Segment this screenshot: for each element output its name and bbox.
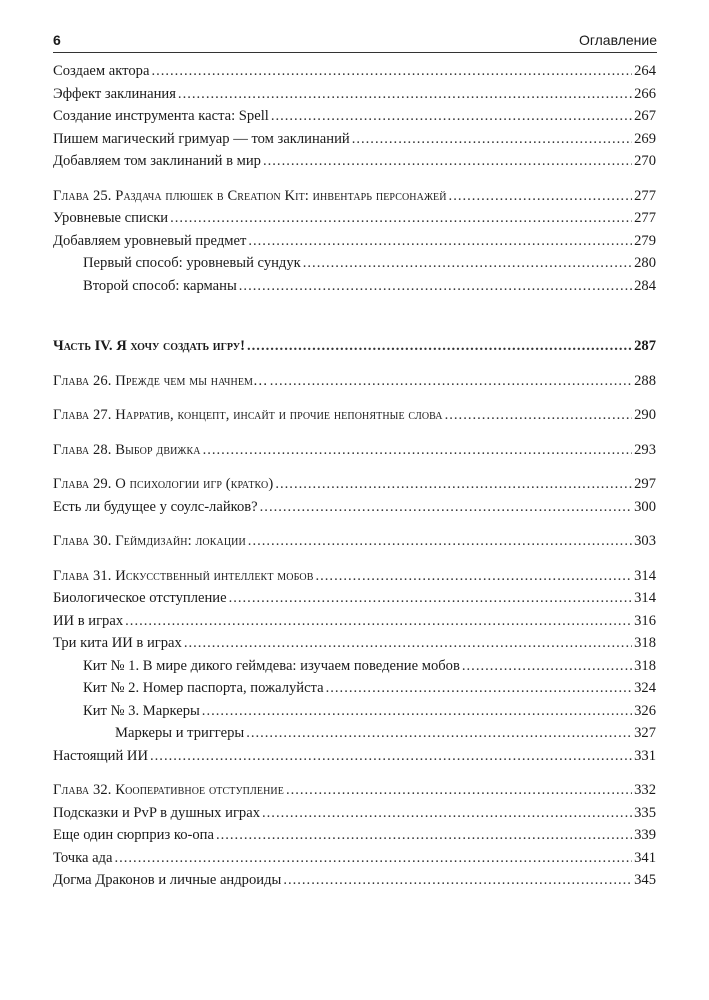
dot-leader bbox=[247, 338, 632, 355]
toc-entry-page: 288 bbox=[634, 372, 656, 389]
toc-entry-section bbox=[53, 499, 656, 522]
dot-leader bbox=[229, 590, 633, 607]
toc-entry-chapter bbox=[53, 533, 656, 556]
toc-entry-title: Кит № 1. В мире дикого геймдева: изучаем поведение мобов bbox=[83, 657, 460, 674]
toc-entry-section bbox=[53, 63, 656, 86]
toc-entry-title: Маркеры и триггеры bbox=[115, 725, 245, 741]
toc-entry-title: Эффект заклинания bbox=[53, 85, 176, 102]
toc-entry-section bbox=[53, 153, 656, 176]
table-of-contents bbox=[53, 63, 656, 895]
dot-leader bbox=[326, 680, 633, 697]
dot-leader bbox=[263, 153, 632, 170]
dot-leader bbox=[114, 850, 632, 867]
toc-entry-section bbox=[53, 131, 656, 154]
toc-entry-page: 314 bbox=[634, 567, 656, 584]
toc-entry-page: 318 bbox=[634, 657, 656, 674]
toc-entry-page: 314 bbox=[634, 590, 656, 606]
toc-entry-title: Добавляем уровневый предмет bbox=[53, 232, 247, 249]
toc-entry-chapter bbox=[53, 373, 656, 396]
toc-entry-section bbox=[53, 635, 656, 658]
page-number: 6 bbox=[53, 32, 61, 48]
toc-entry-page: 303 bbox=[634, 533, 656, 549]
toc-entry-section bbox=[53, 613, 656, 636]
toc-entry-title: Пишем магический гримуар — том заклинаний bbox=[53, 130, 350, 147]
toc-entry-section bbox=[53, 278, 656, 301]
toc-entry-title: Глава 25. Раздача плюшек в Creation Kit: инвентарь персонажей bbox=[53, 187, 447, 204]
dot-leader bbox=[352, 131, 632, 148]
toc-entry-section bbox=[53, 210, 656, 233]
dot-leader bbox=[286, 782, 632, 799]
dot-leader bbox=[303, 255, 632, 272]
toc-entry-title: Биологическое отступление bbox=[53, 590, 227, 606]
toc-entry-chapter bbox=[53, 407, 656, 430]
toc-entry-page: 297 bbox=[634, 476, 656, 492]
toc-entry-section bbox=[53, 805, 656, 828]
toc-entry-section bbox=[53, 827, 656, 850]
toc-entry-title: Глава 30. Геймдизайн: локации bbox=[53, 533, 246, 549]
toc-entry-title: Добавляем том заклинаний в мир bbox=[53, 153, 261, 169]
toc-entry-title: Глава 29. О психологии игр (кратко) bbox=[53, 476, 274, 492]
toc-entry-section bbox=[53, 108, 656, 131]
toc-entry-page: 270 bbox=[634, 153, 656, 169]
toc-entry-title: Точка ада bbox=[53, 849, 113, 866]
toc-entry-title: Глава 32. Кооперативное отступление bbox=[53, 782, 284, 798]
dot-leader bbox=[248, 533, 632, 550]
toc-entry-page: 277 bbox=[634, 210, 656, 226]
dot-leader bbox=[275, 476, 632, 493]
toc-entry-title: Часть IV. Я хочу создать игру! bbox=[53, 338, 245, 354]
entry-spacer bbox=[53, 430, 656, 442]
toc-entry-title: Догма Драконов и личные андроиды bbox=[53, 872, 282, 888]
dot-leader bbox=[260, 499, 632, 516]
toc-entry-title: Глава 27. Нарратив, концепт, инсайт и прочие непонятные слова bbox=[53, 407, 443, 423]
dot-leader bbox=[125, 613, 632, 630]
toc-entry-page: 324 bbox=[634, 680, 656, 696]
toc-entry-page: 264 bbox=[634, 63, 656, 79]
toc-entry-title: Первый способ: уровневый сундук bbox=[83, 255, 301, 271]
dot-leader bbox=[216, 827, 632, 844]
dot-leader bbox=[449, 188, 633, 205]
dot-leader bbox=[170, 210, 632, 227]
toc-entry-title: ИИ в играх bbox=[53, 612, 124, 629]
toc-entry-page: 267 bbox=[634, 108, 656, 124]
toc-entry-section bbox=[53, 86, 656, 109]
toc-entry-page: 284 bbox=[634, 277, 656, 294]
toc-entry-chapter bbox=[53, 476, 656, 499]
dot-leader bbox=[248, 233, 632, 250]
dot-leader bbox=[262, 805, 632, 822]
toc-entry-title: Еще один сюрприз ко-опа bbox=[53, 827, 214, 843]
toc-entry-page: 280 bbox=[634, 255, 656, 271]
toc-entry-chapter bbox=[53, 188, 656, 211]
toc-entry-section bbox=[53, 255, 656, 278]
toc-entry-chapter bbox=[53, 568, 656, 591]
toc-entry-title: Создание инструмента каста: Spell bbox=[53, 108, 269, 124]
dot-leader bbox=[246, 725, 632, 742]
toc-entry-title: Кит № 2. Номер паспорта, пожалуйста bbox=[83, 680, 324, 696]
toc-entry-section bbox=[53, 725, 656, 748]
entry-spacer bbox=[53, 176, 656, 188]
entry-spacer bbox=[53, 556, 656, 568]
toc-entry-page: 345 bbox=[634, 872, 656, 888]
toc-entry-title: Создаем актора bbox=[53, 63, 150, 79]
toc-entry-title: Есть ли будущее у соулс-лайков? bbox=[53, 498, 258, 515]
toc-entry-page: 316 bbox=[634, 612, 656, 629]
toc-entry-page: 293 bbox=[634, 441, 656, 458]
toc-entry-section bbox=[53, 233, 656, 256]
entry-spacer bbox=[53, 361, 656, 373]
toc-entry-section bbox=[53, 590, 656, 613]
toc-entry-page: 331 bbox=[634, 747, 656, 764]
toc-entry-page: 327 bbox=[634, 725, 656, 741]
entry-spacer bbox=[53, 300, 656, 338]
dot-leader bbox=[178, 86, 632, 103]
toc-entry-page: 339 bbox=[634, 827, 656, 843]
toc-entry-title: Кит № 3. Маркеры bbox=[83, 702, 200, 719]
dot-leader bbox=[202, 703, 632, 720]
toc-entry-title: Настоящий ИИ bbox=[53, 747, 148, 764]
toc-entry-page: 290 bbox=[634, 407, 656, 423]
toc-entry-chapter bbox=[53, 442, 656, 465]
toc-entry-page: 287 bbox=[634, 338, 656, 354]
toc-entry-section bbox=[53, 703, 656, 726]
dot-leader bbox=[270, 373, 632, 390]
dot-leader bbox=[315, 568, 632, 585]
toc-entry-title: Глава 31. Искусственный интеллект мобов bbox=[53, 567, 314, 584]
toc-entry-section bbox=[53, 872, 656, 895]
dot-leader bbox=[271, 108, 632, 125]
toc-entry-section bbox=[53, 850, 656, 873]
toc-entry-title: Три кита ИИ в играх bbox=[53, 635, 182, 651]
entry-spacer bbox=[53, 770, 656, 782]
page-header bbox=[53, 32, 657, 53]
toc-entry-page: 269 bbox=[634, 130, 656, 147]
toc-entry-page: 341 bbox=[634, 849, 656, 866]
toc-entry-page: 318 bbox=[634, 635, 656, 651]
entry-spacer bbox=[53, 464, 656, 476]
dot-leader bbox=[151, 63, 632, 80]
toc-entry-title: Глава 28. Выбор движка bbox=[53, 441, 201, 458]
dot-leader bbox=[184, 635, 632, 652]
toc-entry-title: Второй способ: карманы bbox=[83, 277, 237, 294]
running-header-title: Оглавление bbox=[578, 32, 657, 48]
dot-leader bbox=[150, 748, 632, 765]
toc-entry-page: 300 bbox=[634, 498, 656, 515]
dot-leader bbox=[239, 278, 632, 295]
toc-entry-section bbox=[53, 748, 656, 771]
toc-entry-page: 326 bbox=[634, 702, 656, 719]
toc-entry-section bbox=[53, 680, 656, 703]
toc-entry-part bbox=[53, 338, 656, 361]
toc-entry-page: 335 bbox=[634, 804, 656, 821]
toc-entry-title: Уровневые списки bbox=[53, 210, 169, 226]
toc-entry-section bbox=[53, 658, 656, 681]
entry-spacer bbox=[53, 395, 656, 407]
entry-spacer bbox=[53, 521, 656, 533]
dot-leader bbox=[445, 407, 633, 424]
toc-entry-title: Подсказки и PvP в душных играх bbox=[53, 804, 260, 821]
dot-leader bbox=[283, 872, 632, 889]
toc-entry-page: 266 bbox=[634, 85, 656, 102]
toc-entry-title: Глава 26. Прежде чем мы начнем… bbox=[53, 372, 268, 389]
dot-leader bbox=[203, 442, 633, 459]
toc-entry-chapter bbox=[53, 782, 656, 805]
toc-entry-page: 332 bbox=[634, 782, 656, 798]
toc-entry-page: 277 bbox=[634, 187, 656, 204]
dot-leader bbox=[462, 658, 632, 675]
toc-entry-page: 279 bbox=[634, 232, 656, 249]
